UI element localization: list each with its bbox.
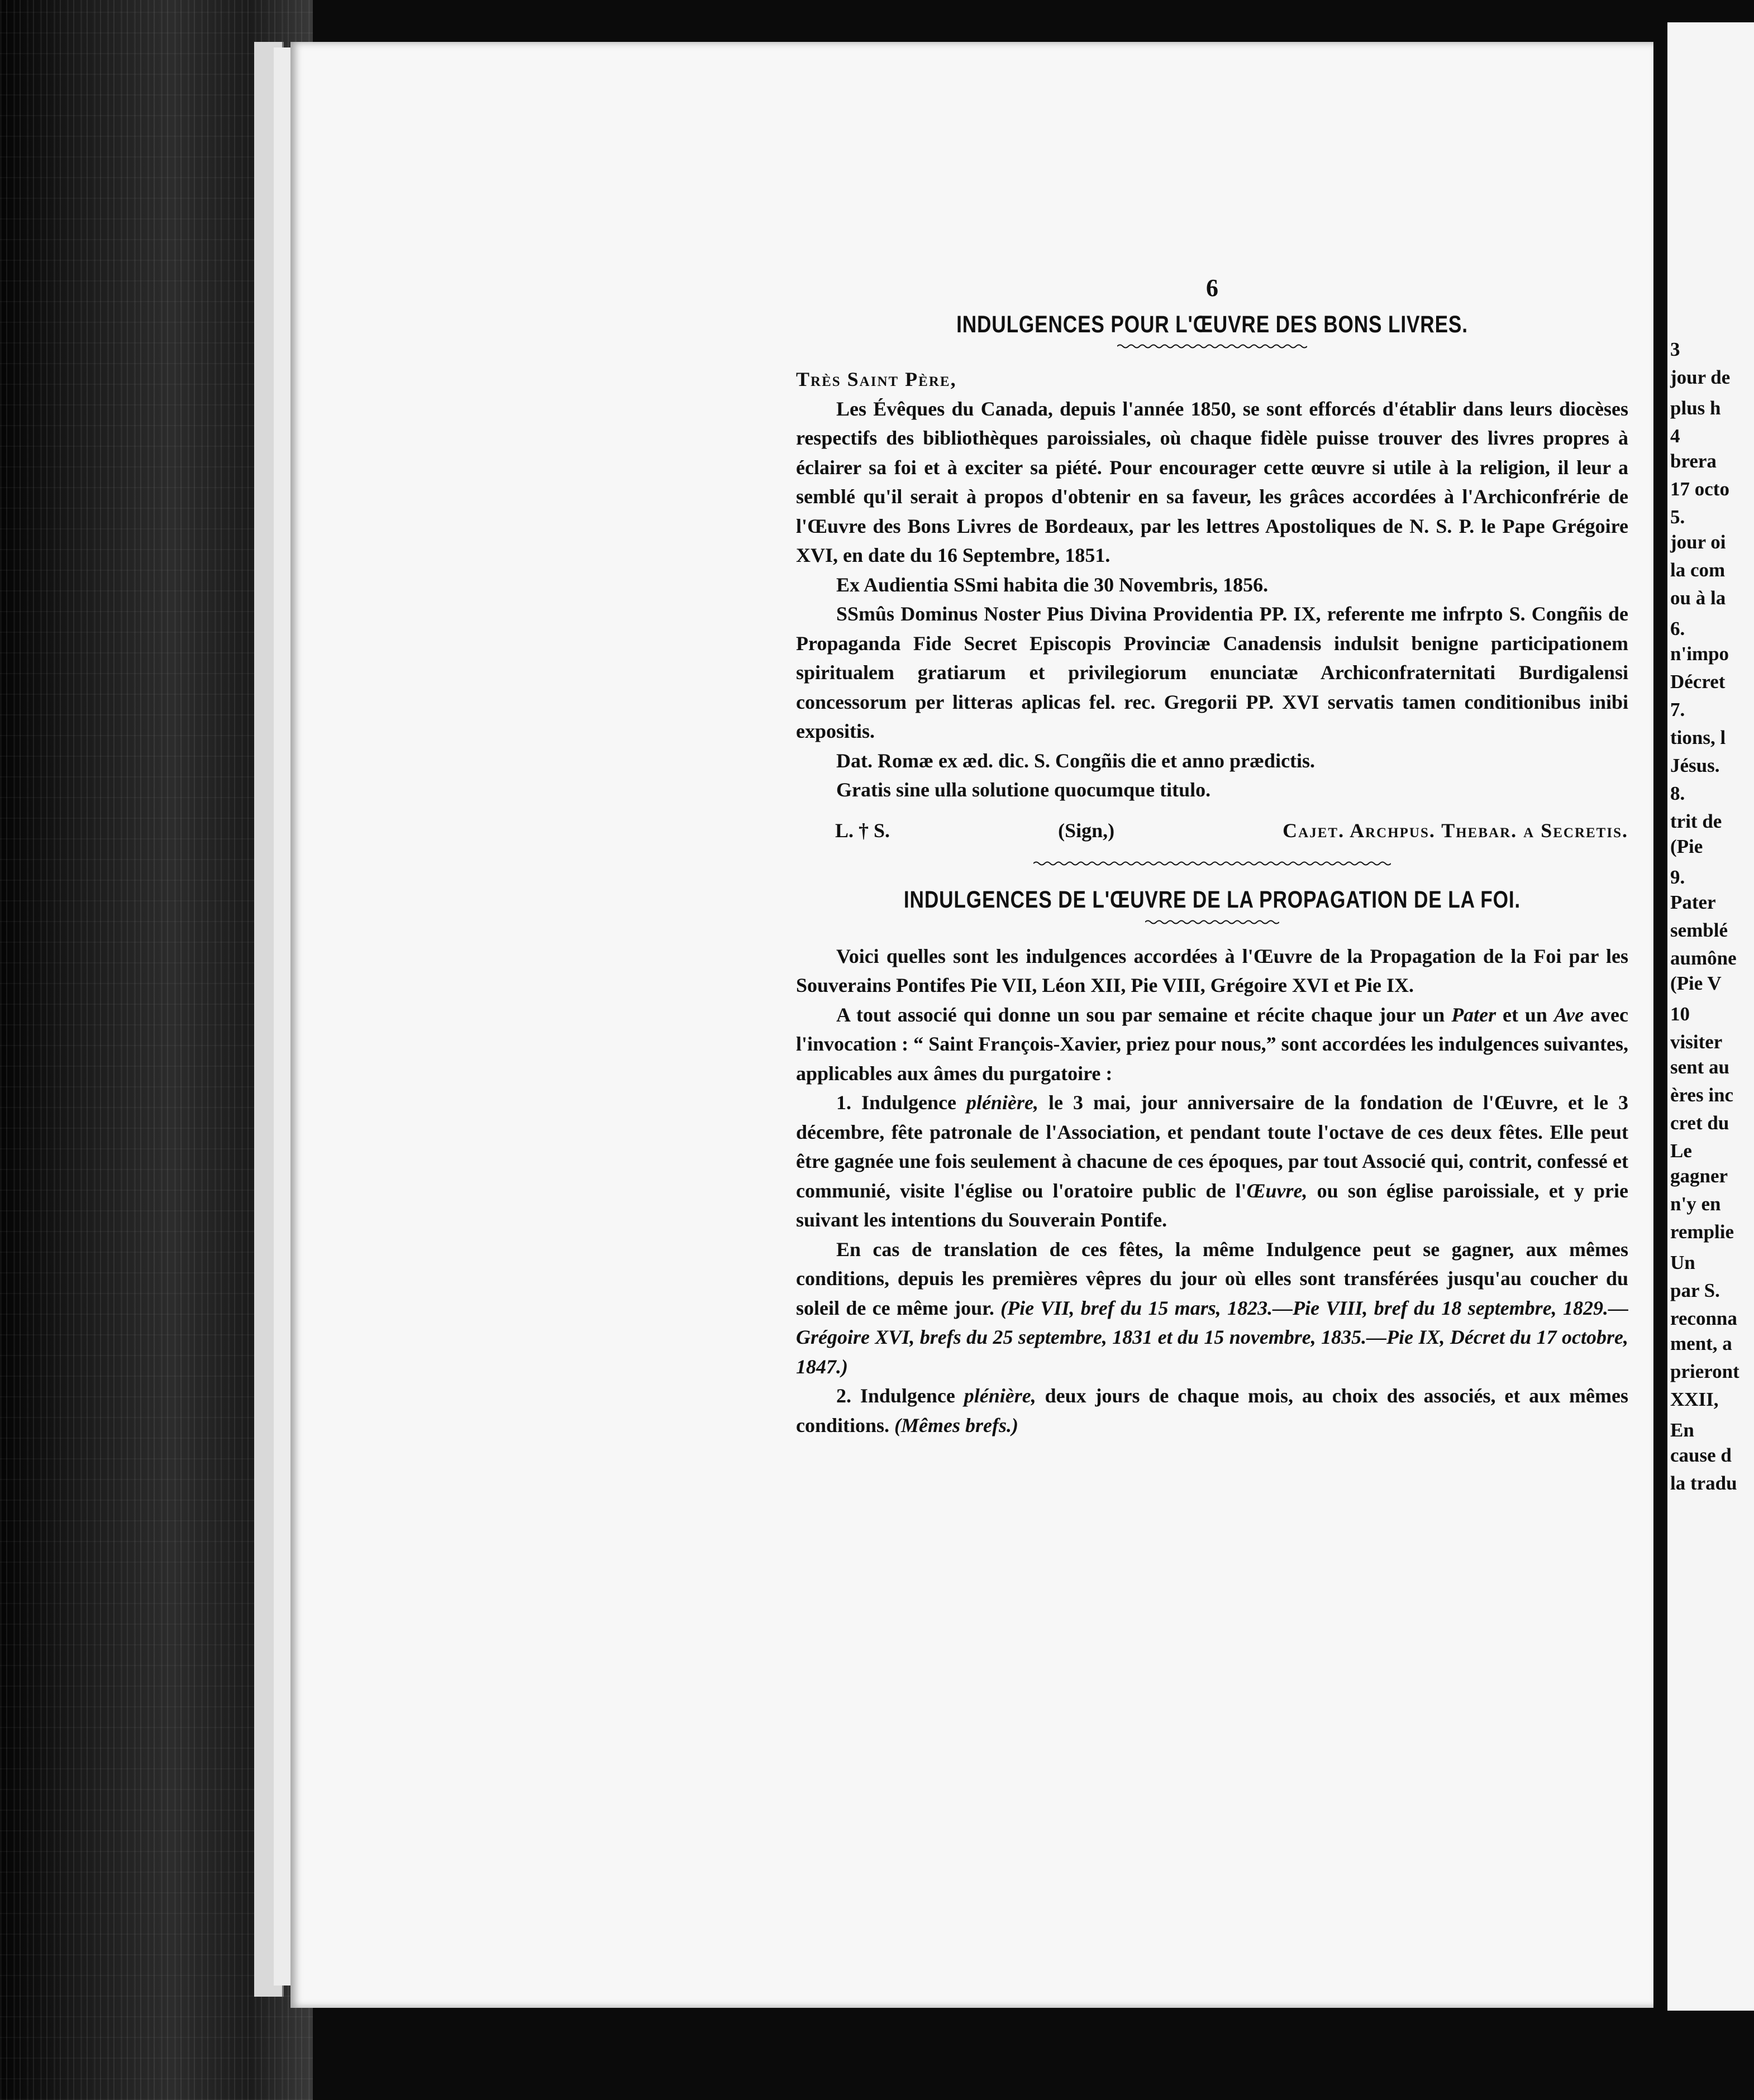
- right-page-fragment: tions, l: [1670, 727, 1726, 748]
- right-page-fragment: Le: [1670, 1140, 1692, 1162]
- right-page-fragment: ères inc: [1670, 1084, 1734, 1106]
- right-page-fragment: jour de: [1670, 366, 1731, 388]
- right-page-fragment: par S.: [1670, 1280, 1720, 1301]
- signature-line: [796, 816, 1628, 846]
- right-page-fragment: brera: [1670, 450, 1717, 472]
- right-page-fragment: plus h: [1670, 397, 1721, 419]
- paragraph: En cas de translation de ces fêtes, la même Indulgence peut se gagner, aux mêmes conditions, depuis les premières vêpres du jour où elles sont transférées jusqu'au coucher du soleil de ce même jour. (Pie VII, bref du 15 mars, 1823.—Pie VIII, bref du 18 septembre, 1829.—Grégoire XVI, brefs du 25 septembre, 1831 et du 15 novembre, 1835.—Pie IX, Décret du 17 octobre, 1847.): [796, 1238, 1628, 1378]
- wavy-divider: [1145, 919, 1279, 925]
- right-page-fragment: 4: [1670, 425, 1680, 447]
- right-page-fragment: 6.: [1670, 618, 1685, 639]
- right-page-fragment: XXII,: [1670, 1388, 1719, 1410]
- right-page-fragment: ment, a: [1670, 1333, 1732, 1354]
- paragraph: Les Évêques du Canada, depuis l'année 1850, se sont efforcés d'établir dans leurs diocèses respectifs des bibliothèques paroissiales, où chaque fidèle puisse trouver des livres propres à éclairer sa foi et à exciter sa piété. Pour encourager cette œuvre si utile à la religion, il leur a semblé qu'il serait à propos d'obtenir en sa faveur, les grâces accordées à l'Archiconfrérie de l'Œuvre des Bons Livres de Bordeaux, par les lettres Apostoliques de N. S. P. le Pape Grégoire XVI, en date du 16 Septembre, 1851.: [796, 397, 1628, 566]
- signatory: Cajet. Ar⁠chpus. Thebar. a Secretis.: [1283, 819, 1628, 842]
- right-page-fragment: 3: [1670, 338, 1680, 360]
- right-page-fragment: 8.: [1670, 782, 1685, 804]
- right-page-fragment: cret du: [1670, 1112, 1729, 1134]
- right-page-fragment: n'y en: [1670, 1193, 1721, 1215]
- wavy-divider: [1117, 343, 1307, 349]
- right-page-fragment: 10: [1670, 1003, 1690, 1025]
- right-page-fragment: 17 octo: [1670, 478, 1729, 500]
- right-page-fragment: En: [1670, 1419, 1694, 1441]
- paragraph: 1. Indulgence plénière, le 3 mai, jour anniversaire de la fondation de l'Œuvre, et le 3 décembre, fête patronale de l'Association, et pendant toute l'octave de ces deux fêtes. Elle peut être gagnée une fois seulement à chacune de ces époques, par tout Associé qui, contrit, confessé et communié, visite l'église ou l'oratoire public de l'Œuvre, ou son église paroissiale, et y prie suivant les intentions du Souverain Pontife.: [796, 1091, 1628, 1231]
- right-page-fragment: reconna: [1670, 1307, 1737, 1329]
- right-page-fragment: ou à la: [1670, 587, 1726, 609]
- sign-note: (Sign,): [1058, 819, 1115, 842]
- right-page-fragment: la tradu: [1670, 1472, 1737, 1494]
- right-page-fragment: n'impo: [1670, 643, 1729, 665]
- wavy-divider: [1033, 861, 1391, 866]
- seal-mark: L. † S.: [835, 819, 890, 842]
- paragraph: Ex Audientia SSmi habita die 30 Novembris, 1856.: [836, 573, 1269, 596]
- page-text: [796, 274, 1628, 1440]
- section-title-bons-livres: INDULGENCES POUR L'ŒUVRE DES BONS LIVRES.: [956, 311, 1468, 338]
- paragraph: Dat. Romæ ex æd. dic. S. Congñis die et anno prædictis.: [836, 749, 1316, 772]
- paragraph: Voici quelles sont les indulgences accordées à l'Œuvre de la Propagation de la Foi par les Souverains Pontifes Pie VII, Léon XII, Pie VIII, Grégoire XVI et Pie IX.: [796, 944, 1628, 996]
- page-number: 6: [1206, 274, 1218, 302]
- right-page-fragment: 9.: [1670, 866, 1685, 888]
- right-page-fragment: sent au: [1670, 1056, 1729, 1078]
- right-page-fragment: 7.: [1670, 699, 1685, 720]
- right-page-fragment: cause d: [1670, 1444, 1732, 1466]
- right-page-fragment: Jésus.: [1670, 755, 1720, 776]
- paragraph: Gratis sine ulla solutione quocumque titulo.: [836, 779, 1211, 801]
- right-page-fragment: Décret: [1670, 671, 1726, 693]
- right-page-fragment: gagner: [1670, 1165, 1728, 1187]
- right-page-fragment: la com: [1670, 559, 1726, 581]
- paragraph: 2. Indulgence plénière, deux jours de chaque mois, au choix des associés, et aux mêmes conditions. (Mêmes brefs.): [796, 1385, 1628, 1436]
- right-page-fragment: prieront: [1670, 1361, 1739, 1382]
- right-page-fragment: visiter: [1670, 1031, 1723, 1053]
- right-page-fragment: Pater: [1670, 891, 1716, 913]
- right-page-fragment: (Pie V: [1670, 972, 1722, 994]
- section-title-propagation: INDULGENCES DE L'ŒUVRE DE LA PROPAGATION DE LA FOI.: [903, 886, 1521, 913]
- right-page-fragment: semblé: [1670, 919, 1728, 941]
- right-page-fragment: trit de: [1670, 810, 1722, 832]
- paragraph: SSmûs Dominus Noster Pius Divina Providentia PP. IX, referente me infrpto S. Congñis de Propaganda Fide Secret Episcopis Provinciæ Canadensis indulsit benigne participationem spiritualem gratiarum et privilegiorum enunciatæ Archiconfraternitati Burdigalensi concessorum per litteras aplicas fel. rec. Gregorii PP. XVI servatis tamen conditionibus inibi expositis.: [796, 603, 1628, 742]
- right-page-fragment: Un: [1670, 1252, 1695, 1273]
- right-page-fragment: (Pie: [1670, 836, 1703, 857]
- right-page-fragment: 5.: [1670, 506, 1685, 528]
- right-page-fragment: jour oi: [1670, 531, 1726, 553]
- salutation: Très Saint Père,: [796, 368, 957, 390]
- paragraph: A tout associé qui donne un sou par semaine et récite chaque jour un Pater et un Ave avec l'invocation : “ Saint François-Xavier, priez pour nous,” sont accordées les indulgences suivantes, applicables aux âmes du purgatoire :: [796, 1003, 1628, 1085]
- right-page-fragment: aumône: [1670, 947, 1737, 969]
- right-page-fragment: remplie: [1670, 1221, 1734, 1243]
